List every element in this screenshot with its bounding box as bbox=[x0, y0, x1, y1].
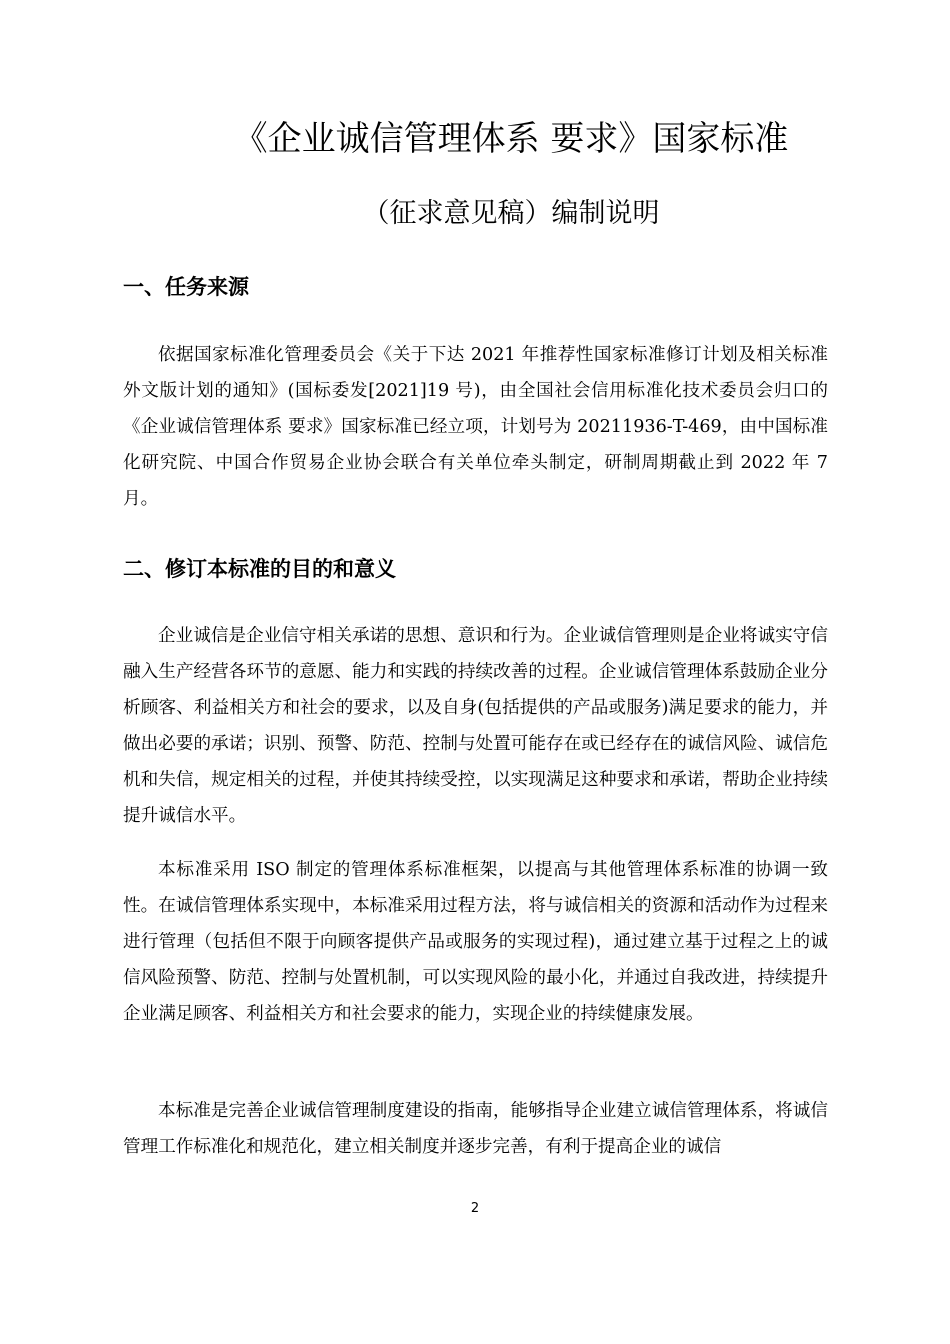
document-subtitle: （征求意见稿）编制说明 bbox=[362, 198, 660, 229]
paragraph-purpose-3: 本标准是完善企业诚信管理制度建设的指南，能够指导企业建立诚信管理体系，将诚信管理工作标准化和规范化，建立相关制度并逐步完善，有利于提高企业的诚信 bbox=[123, 1101, 828, 1157]
section-heading-purpose: 二、修订本标准的目的和意义 bbox=[123, 557, 396, 581]
section-heading-task-source: 一、任务来源 bbox=[123, 275, 249, 299]
paragraph-task-source: 依据国家标准化管理委员会《关于下达 2021 年推荐性国家标准修订计划及相关标准外文版计划的通知》(国标委发[2021]19 号)，由全国社会信用标准化技术委员会归口的《企业诚信管理体系 要求》国家标准已经立项，计划号为 20211936-T-469，由中国标准化研究院、中国合作贸易企业协会联合有关单位牵头制定，研制周期截止到 2022 年 7 月。 bbox=[123, 345, 828, 509]
paragraph-purpose-2: 本标准采用 ISO 制定的管理体系标准框架，以提高与其他管理体系标准的协调一致性。在诚信管理体系实现中，本标准采用过程方法，将与诚信相关的资源和活动作为过程来进行管理（包括但不限于向顾客提供产品或服务的实现过程)，通过建立基于过程之上的诚信风险预警、防范、控制与处置机制，可以实现风险的最小化，并通过自我改进，持续提升企业满足顾客、利益相关方和社会要求的能力，实现企业的持续健康发展。 bbox=[123, 860, 828, 1024]
document-title: 《企业诚信管理体系 要求》国家标准 bbox=[233, 119, 789, 159]
paragraph-purpose-1: 企业诚信是企业信守相关承诺的思想、意识和行为。企业诚信管理则是企业将诚实守信融入生产经营各环节的意愿、能力和实践的持续改善的过程。企业诚信管理体系鼓励企业分析顾客、利益相关方和社会的要求，以及自身(包括提供的产品或服务)满足要求的能力，并做出必要的承诺；识别、预警、防范、控制与处置可能存在或已经存在的诚信风险、诚信危机和失信，规定相关的过程，并使其持续受控，以实现满足这种要求和承诺，帮助企业持续提升诚信水平。 bbox=[123, 626, 828, 826]
page-number: 2 bbox=[470, 1201, 480, 1216]
